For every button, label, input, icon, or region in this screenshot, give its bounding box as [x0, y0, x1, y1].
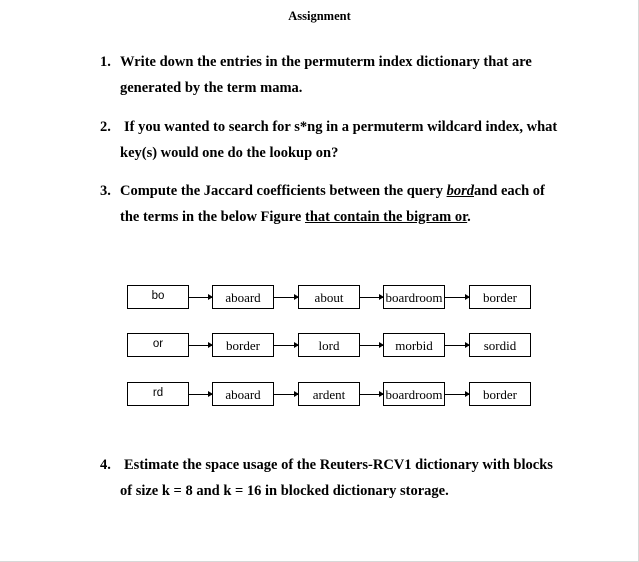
- pointer-arrow: [360, 345, 383, 346]
- question-text-line1: Estimate the space usage of the Reuters-RCV1 dictionary with blocks: [124, 457, 553, 473]
- pointer-arrow: [445, 394, 469, 395]
- bigram-key-box: or: [127, 333, 189, 357]
- posting-term-box: morbid: [383, 333, 445, 357]
- pointer-arrow: [360, 394, 383, 395]
- posting-term-box: about: [298, 285, 360, 309]
- question-text-line2: generated by the term mama.: [120, 80, 303, 96]
- question-3: [100, 178, 600, 230]
- pointer-arrow: [189, 297, 212, 298]
- pointer-arrow: [360, 297, 383, 298]
- bigram-phrase: that contain the bigram or: [304, 209, 468, 225]
- question-text-line1: If you wanted to search for s*ng in a permuterm wildcard index, what: [124, 119, 558, 135]
- pointer-arrow: [274, 297, 298, 298]
- posting-term-box: ardent: [298, 382, 360, 406]
- posting-term-box: border: [212, 333, 274, 357]
- question-number: 3.: [100, 183, 111, 199]
- page-title: Assignment: [288, 9, 351, 23]
- question-number: 1.: [100, 54, 111, 70]
- pointer-arrow: [274, 345, 298, 346]
- posting-term-box: sordid: [469, 333, 531, 357]
- question-text-line2: of size k = 8 and k = 16 in blocked dictionary storage.: [120, 483, 449, 499]
- question-text-line2-end: .: [467, 209, 471, 225]
- posting-term-box: aboard: [212, 382, 274, 406]
- posting-term-box: lord: [298, 333, 360, 357]
- pointer-arrow: [189, 394, 212, 395]
- posting-term-box: border: [469, 382, 531, 406]
- question-4: [100, 452, 600, 504]
- question-number: 2.: [100, 119, 111, 135]
- posting-term-box: boardroom: [383, 285, 445, 309]
- pointer-arrow: [189, 345, 212, 346]
- question-text-line1: Write down the entries in the permuterm index dictionary that are: [120, 54, 532, 70]
- question-1: [100, 49, 600, 101]
- bigram-key-box: rd: [127, 382, 189, 406]
- question-text-line1b: and each of: [473, 183, 545, 199]
- pointer-arrow: [445, 297, 469, 298]
- question-number: 4.: [100, 457, 111, 473]
- question-text-line1a: Compute the Jaccard coefficients between the query: [120, 183, 443, 199]
- query-term: bord: [446, 183, 474, 199]
- posting-term-box: boardroom: [383, 382, 445, 406]
- question-text-line2: key(s) would one do the lookup on?: [120, 145, 339, 161]
- posting-term-box: border: [469, 285, 531, 309]
- question-text-line2a: the terms in the below Figure: [120, 209, 302, 225]
- question-2: [100, 114, 600, 166]
- posting-term-box: aboard: [212, 285, 274, 309]
- bigram-key-box: bo: [127, 285, 189, 309]
- pointer-arrow: [445, 345, 469, 346]
- pointer-arrow: [274, 394, 298, 395]
